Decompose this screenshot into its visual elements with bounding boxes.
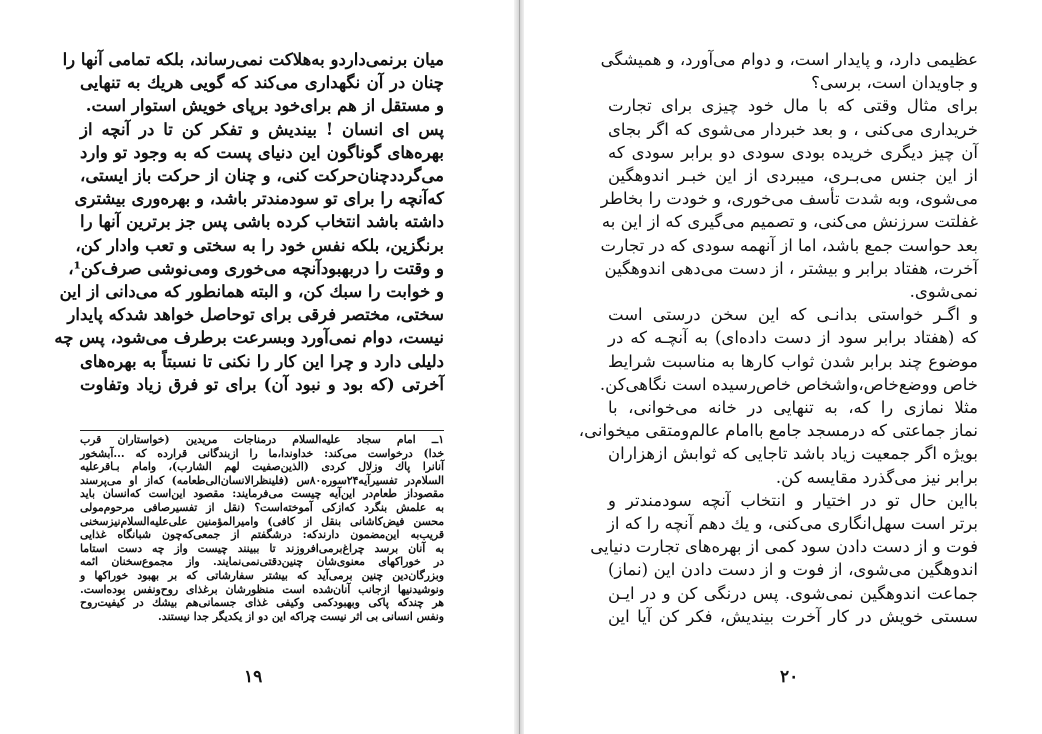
text-line: هر چندکه پاکی وبهبودکمی وکیفی غذای جسمانی‌هم بیشك در کیفیت‌روح <box>80 596 444 610</box>
text-line: مقصوداز طعام‌در این‌آیه چیست می‌فرمایند: مقصود این‌است که‌انسان باید <box>80 487 444 501</box>
left-page-number: ۱۹ <box>244 667 263 687</box>
text-line: خاص ووضع‌خاص،واشخاص خاص‌رسیده است نگاهی‌کن. <box>599 374 978 394</box>
text-line: برای مثال وقتی که با مال خود چیزی برای تجارت <box>608 96 978 116</box>
text-line: که‌آنچه را برای تو سودمندتر باشد، و بهره‌وری بیشتری <box>74 189 444 209</box>
text-line: وبزرگان‌دین چنین برمی‌آید که بیشتر سفارشاتی که بر بهبود خوراکها و <box>80 568 444 582</box>
text-line: بااین حال تو در اختیار و انتخاب آنچه سودمندتر و <box>608 490 978 510</box>
text-line: بویژه اگر جمعیت زیاد باشد تاجایی که ثوابش ازهزاران <box>608 444 978 464</box>
text-line: مثلا نمازی را که، به تنهایی در خانه می‌خوانی، با <box>608 398 978 418</box>
text-line: چنان در آن نگهداری می‌کند که گویی هریك به تنهایی <box>80 73 444 93</box>
text-line: خدا) درخواست می‌کند: خداوندا‌،ما را ازبندگانی قرارده که ...آبشخور <box>80 446 444 460</box>
text-line: عظیمی دارد، و پایدار است، و دوام می‌آورد، و همیشگی <box>600 50 978 69</box>
text-line: می‌گردد‌چنان‌حرکت کنی، و چنان از حرکت باز ایستی، <box>80 166 444 186</box>
text-line: موضوع چند برابر شدن ثواب کارها به مناسبت شرایط <box>608 351 978 371</box>
text-line: نماز جماعتی که درمسجد جامع باامام عالم‌ومتقی میخوانی، <box>578 421 978 441</box>
text-line: و خوابت را سبك کن، و البته همانطور که می‌دانی از این <box>59 282 444 302</box>
gutter-fold-line <box>519 0 520 734</box>
text-line: میان برنمی‌داردو به‌هلاکت نمی‌رساند، بلکه تمامی آنها را <box>62 50 444 69</box>
text-line: قریب‌به این‌مضمون دارندکه: درشگفتم از جمعی‌که‌چون شبانگاه غذایی <box>80 528 444 542</box>
text-line: به علمش بنگرد که‌ازکی آموخته‌است؟ (نقل از تفسیرصافی مرحوم‌مولی <box>80 500 444 514</box>
text-line: نیست، دوام نمی‌آورد وبسرعت برطرف می‌شود، پس چه <box>54 328 444 348</box>
text-line: ونوشیدنیها ازجانب آنان‌شده است منظورشان برغذای روح‌ونفس بوده‌است. <box>80 582 444 596</box>
text-line: و جاویدان است، برسی؟ <box>811 73 978 93</box>
text-line: بعد حواست جمع باشد، اما از آنهمه سودی که در تجارت <box>600 235 978 255</box>
text-line: اندوهگین می‌شوی، از فوت و از دست دادن این (نماز) <box>608 560 978 580</box>
text-line: برنگزین، بلکه نفس خود را به سختی و تعب وادار کن، <box>75 235 444 255</box>
text-line: و اگـر خواستی بدانـی که این سخن درستی است <box>608 305 978 325</box>
text-line: محسن فیض‌کاشانی بنقل از کافی) وامیرالمؤمنین علی‌علیه‌السلام‌نیزسخنی <box>80 514 444 528</box>
text-line: سختی، مختصر فرقی برای توحاصل خواهد شدکه پایدار <box>67 305 444 325</box>
text-line: دلیلی دارد و چرا این کار را نکنی تا نسبتاً به بهره‌های <box>80 351 444 371</box>
text-line: ونفس انسانی بی اثر نیست چراکه این دو از یکدیگر جدا نیستند. <box>158 609 444 623</box>
text-line: داشته باشد انتخاب کرده باشی پس جز برترین آنها را <box>80 212 444 232</box>
text-line: ۱ــ امام سجاد علیه‌السلام درمناجات مریدین (خواستاران قرب <box>80 433 444 446</box>
text-line: آخرتی (که بود و نبود آن) برای تو فرق زیاد وتفاوت <box>80 374 444 394</box>
text-line: آخرت، هفتاد برابر و بیشتر ، از دست می‌دهی اندوهگین <box>604 258 978 278</box>
text-line: که (هفتاد برابر سود از دست داده‌ای) به آنچـه که در <box>608 328 978 348</box>
text-line: خریداری می‌کنی ، و بعد خبردار می‌شوی که اگر بجای <box>608 119 978 139</box>
text-line: آن چیز دیگری خریده بودی سودی دو برابر سودی که <box>608 142 978 162</box>
text-line: از این جنس می‌بـری، میبردی از این خبـر اندوهگین <box>608 166 978 186</box>
footnote-separator <box>80 430 444 431</box>
text-line: برتر است سهل‌انگاری می‌کنی، و یك دهم آنچه را که از <box>606 514 978 534</box>
left-body-text <box>54 48 444 396</box>
text-line: در خوراکهای معنوی‌شان چنین‌دقتی‌نمی‌نمایند. واز مجموع‌سخنان ائمه <box>80 555 444 569</box>
text-line: السلام‌در تفسیرآیه۲۴سوره۸۰س (فلینظرالانسان‌الی‌طعامه) که‌از او می‌پرسند <box>80 473 444 487</box>
text-line: نمی‌شوی. <box>909 282 978 302</box>
right-page-number: ۲۰ <box>780 667 799 687</box>
text-line: غفلتت سرزنش می‌کنی، و تصمیم می‌گیری که از این به <box>601 212 978 232</box>
text-line: پس ای انسان ! بیندیش و تفکر کن تا در آنچه از <box>80 119 444 139</box>
text-line: و وقتت را دربهبودآنچه می‌خوری ومی‌نوشی صرف‌کن¹، <box>68 258 444 278</box>
right-body-text <box>578 48 978 628</box>
footnote-block <box>80 433 444 623</box>
text-line: به آنان برسد چراغ‌برمی‌افروزند تا ببینند چیست واز چه دست استاما <box>80 541 444 555</box>
text-line: سستی خویش در کار آخرت بیندیش، فکر کن آیا این <box>608 606 978 626</box>
text-line: آنانرا پاك وزلال کردی (الذین‌صفیت لهم الشارب)، وامام بـاقرعلیه <box>80 460 444 474</box>
text-line: بهره‌های گوناگون این دنیای پست که به وجود تو وارد <box>80 142 444 162</box>
text-line: و مستقل از هم برای‌خود برپای خویش استوار است. <box>85 96 444 116</box>
text-line: جماعت اندوهگین نمی‌شوی. پس درنگی کن و در ایـن <box>608 583 978 603</box>
text-line: برابر نیز می‌گذرد مقایسه کن. <box>775 467 978 487</box>
text-line: می‌شوی، وبه شدت تأسف می‌خوری، و خودت را بخاطر <box>600 189 978 209</box>
text-line: فوت و از دست دادن سود کمی از بهره‌های تجارت دنیایی <box>590 537 978 557</box>
